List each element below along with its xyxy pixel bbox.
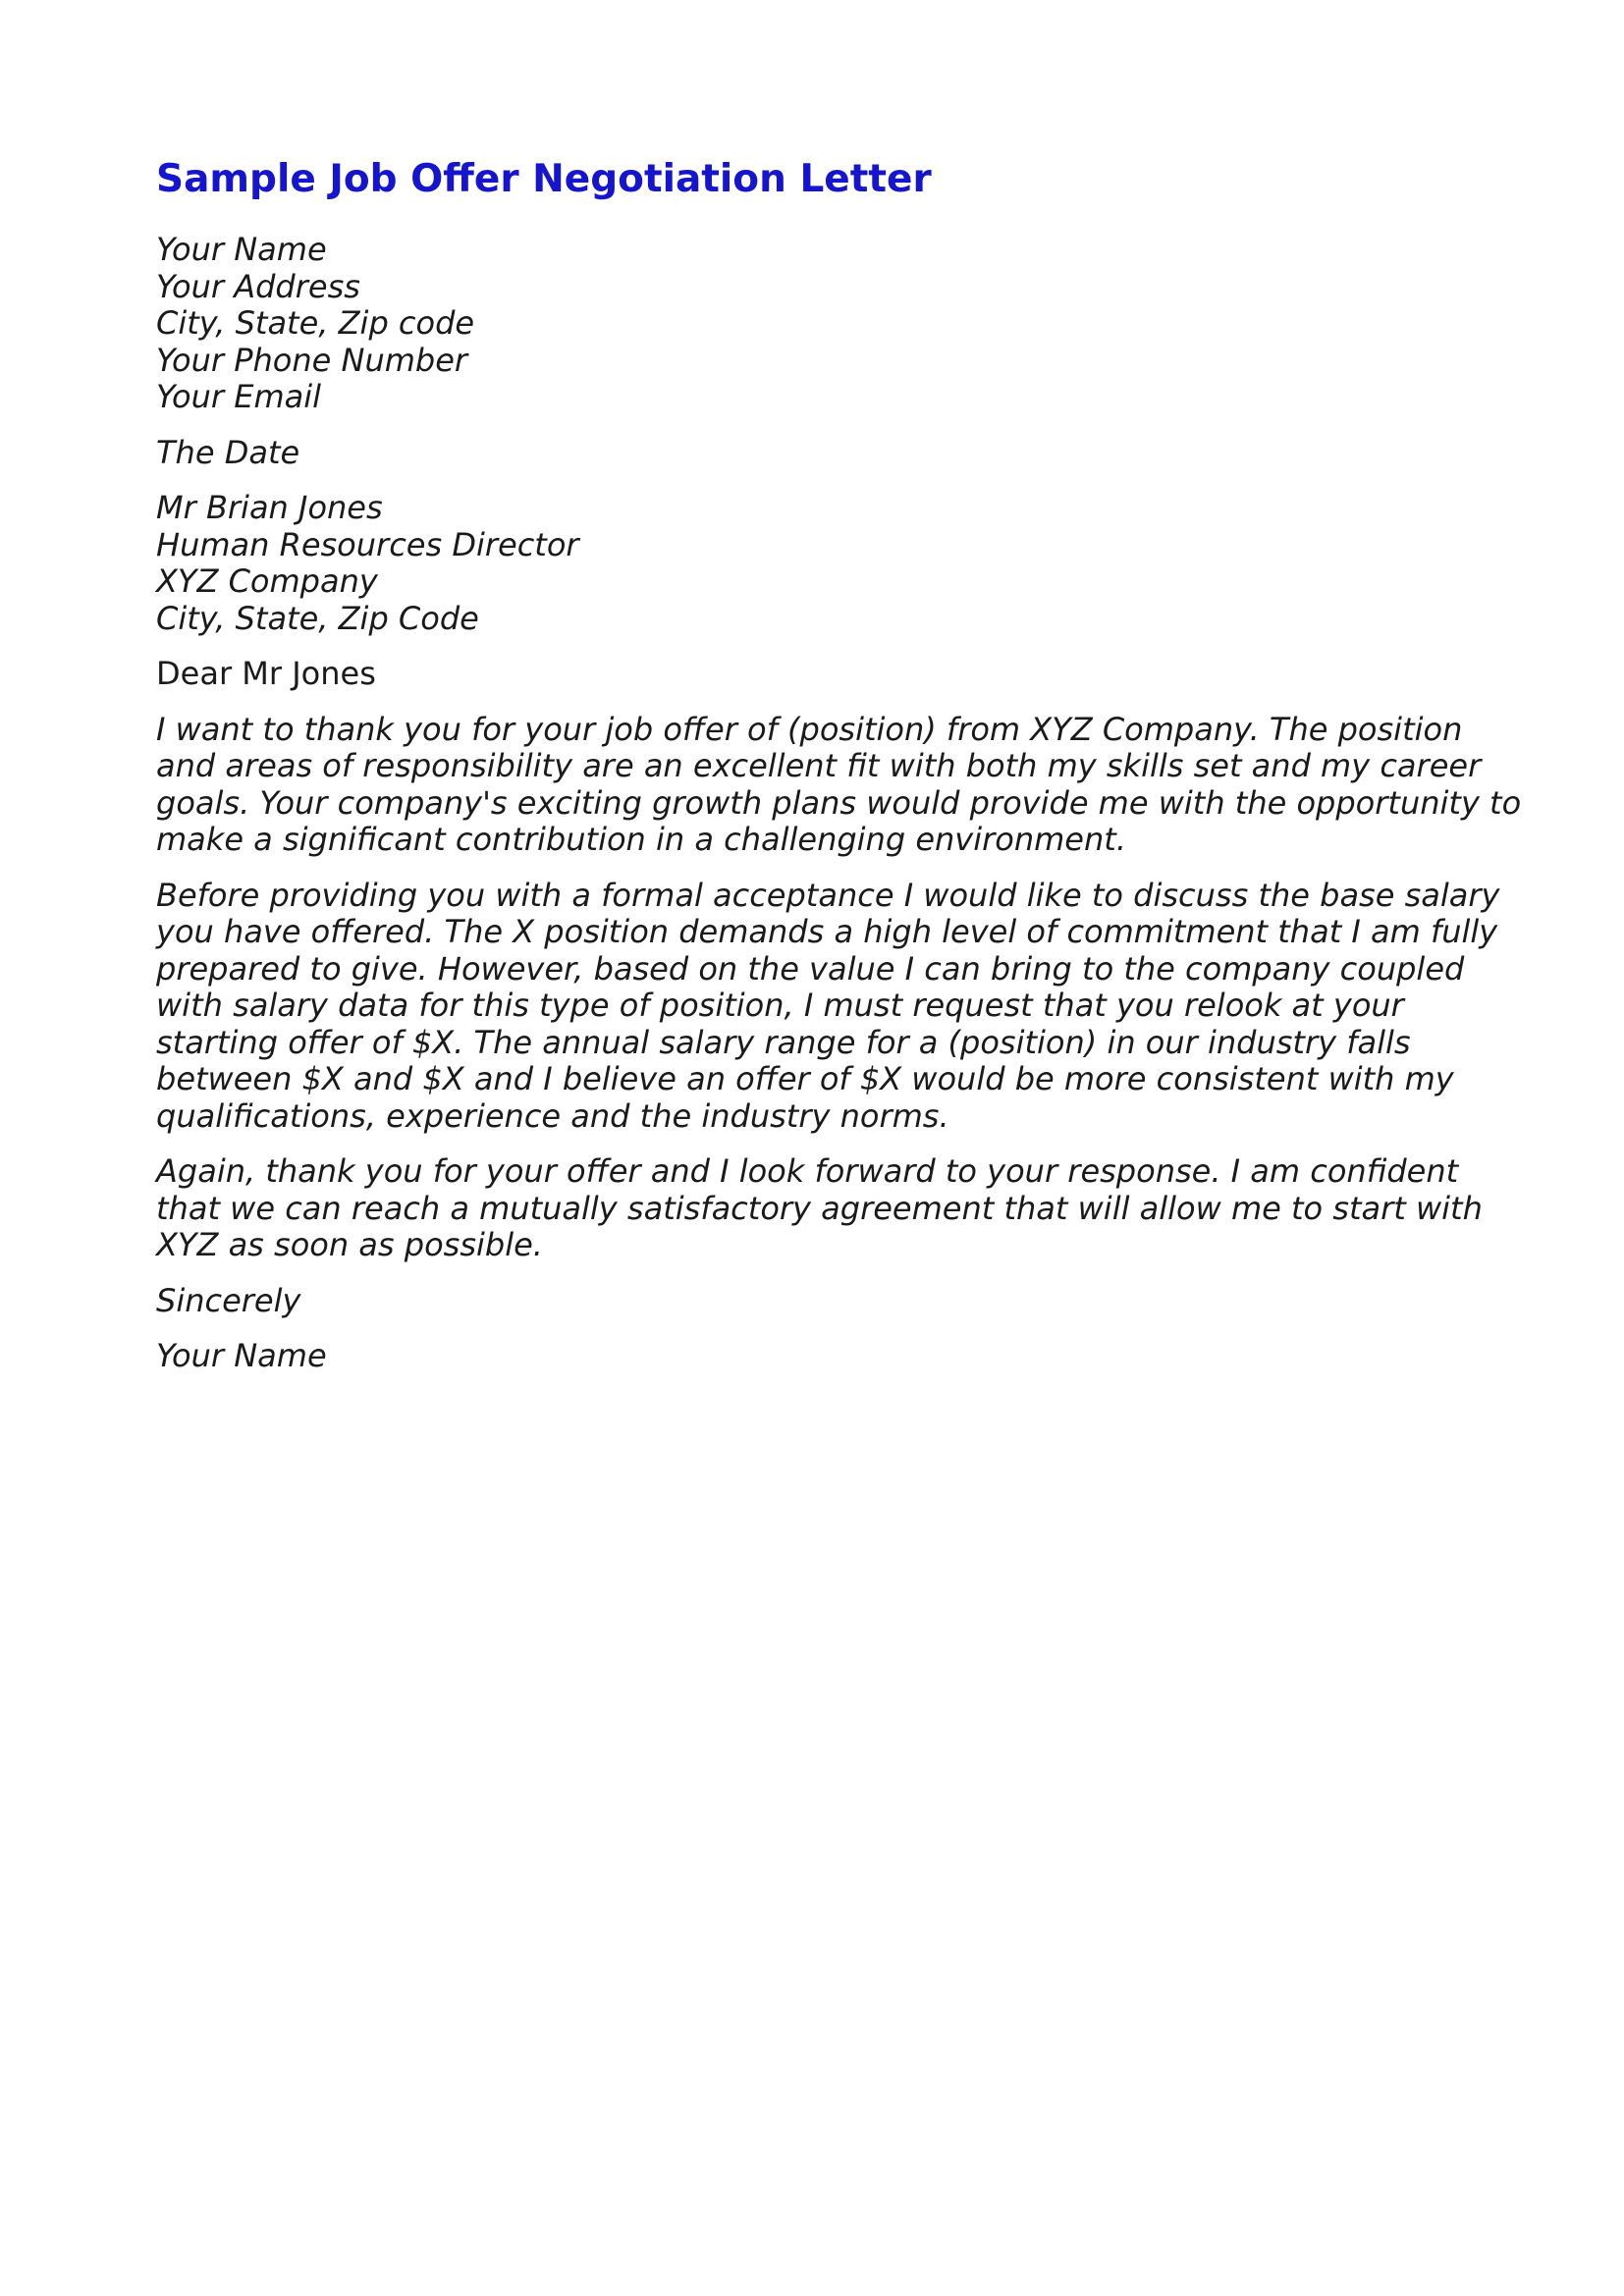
body-paragraph-2: [156, 876, 1500, 1136]
sender-address: Your Address: [156, 267, 360, 305]
letter-title: Sample Job Offer Negotiation Letter: [156, 157, 932, 201]
recipient-company: XYZ Company: [156, 562, 378, 600]
paragraph-line: make a significant contribution in a challenging environment.: [156, 821, 1126, 858]
sender-phone: Your Phone Number: [156, 341, 468, 379]
sender-name: Your Name: [156, 231, 327, 268]
body-paragraph-1: [156, 710, 1522, 859]
signature: Your Name: [156, 1337, 327, 1374]
sender-address-block: [156, 232, 1491, 416]
paragraph-line: and areas of responsibility are an excellent fit with both my skills set and my career: [156, 747, 1482, 784]
closing: Sincerely: [156, 1281, 301, 1319]
paragraph-line: Again, thank you for your offer and I look forward to your response. I am confident: [156, 1152, 1459, 1190]
sender-email: Your Email: [156, 378, 321, 415]
paragraph-line: that we can reach a mutually satisfactory agreement that will allow me to start with: [156, 1189, 1483, 1227]
recipient-title: Human Resources Director: [156, 525, 579, 563]
paragraph-line: with salary data for this type of position, I must request that you relook at your: [156, 987, 1404, 1024]
salutation: Dear Mr Jones: [156, 655, 376, 692]
paragraph-line: XYZ as soon as possible.: [156, 1226, 543, 1263]
letter-date: The Date: [156, 433, 300, 471]
paragraph-line: I want to thank you for your job offer of (position) from XYZ Company. The position: [156, 710, 1463, 748]
letter-page: [156, 147, 1522, 1394]
body-paragraph-3: [156, 1153, 1491, 1264]
paragraph-line: goals. Your company's exciting growth plans would provide me with the opportunity to: [156, 783, 1522, 822]
recipient-city: City, State, Zip Code: [156, 599, 479, 637]
signature-block: [156, 1338, 1491, 1375]
salutation-block: [156, 656, 1491, 693]
paragraph-line: Before providing you with a formal acceptance I would like to discuss the base salary: [156, 876, 1500, 914]
recipient-name: Mr Brian Jones: [156, 489, 383, 526]
recipient-address-block: [156, 490, 1491, 637]
closing-block: [156, 1283, 1491, 1320]
date-block: [156, 435, 1491, 472]
paragraph-line: between $X and $X and I believe an offer of $X would be more consistent with my: [156, 1060, 1454, 1097]
paragraph-line: starting offer of $X. The annual salary range for a (position) in our industry falls: [156, 1023, 1411, 1061]
paragraph-line: qualifications, experience and the industry norms.: [156, 1096, 949, 1135]
sender-city: City, State, Zip code: [156, 304, 475, 342]
paragraph-line: you have offered. The X position demands a high level of commitment that I am fully: [156, 913, 1498, 950]
paragraph-line: prepared to give. However, based on the value I can bring to the company coupled: [156, 949, 1465, 988]
